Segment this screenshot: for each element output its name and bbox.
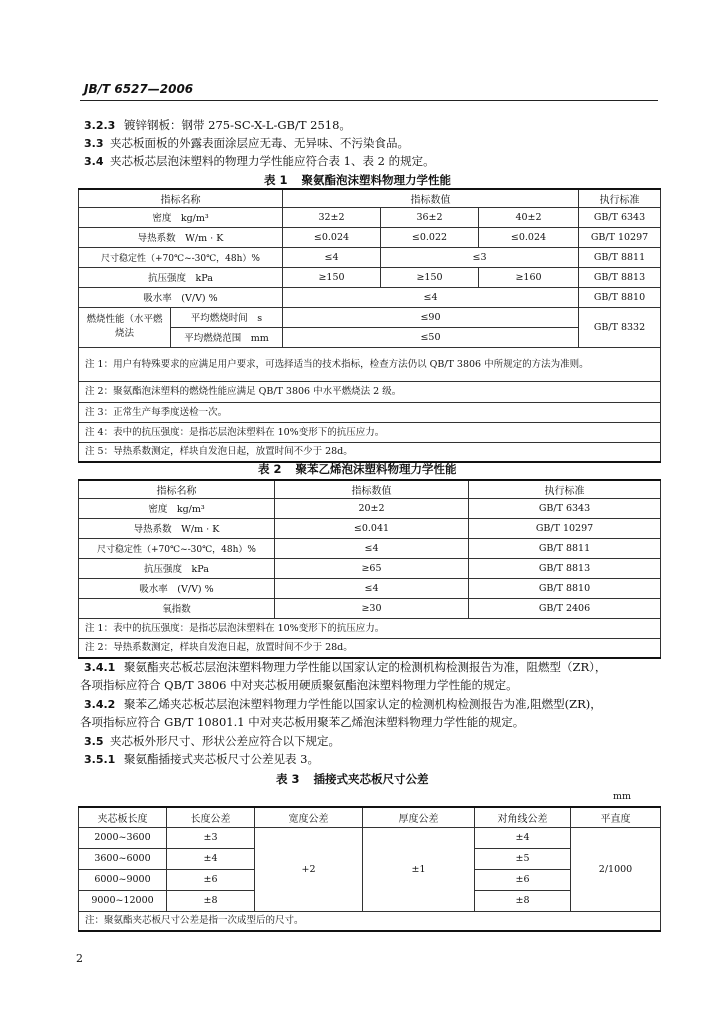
table3-note: 注：聚氨酯夹芯板尺寸公差是指一次成型后的尺寸。 (79, 911, 661, 931)
table2-header-name: 指标名称 (79, 480, 275, 498)
table2-cell-std: GB/T 8810 (469, 578, 661, 598)
table2-label: 表 2 (258, 462, 282, 476)
table1-cell-std: GB/T 8332 (579, 307, 661, 347)
table1-note-row (79, 347, 661, 381)
table2-header-std: 执行标准 (469, 480, 661, 498)
table3-cell-diag-tol: ±8 (475, 890, 571, 911)
table1-cell-name: 吸水率 (V/V) % (79, 287, 283, 307)
table-row (79, 247, 661, 267)
clause-3-4-2 (84, 697, 602, 712)
table3-header-flatness: 平直度 (571, 807, 661, 827)
clause-3-4-2-cont: 各项指标应符合 GB/T 10801.1 中对夹芯板用聚苯乙烯泡沫塑料物理力学性能的规定。 (80, 715, 525, 729)
table2-cell-value: 20±2 (275, 498, 469, 518)
table1-note-row (79, 442, 661, 462)
clause-number: 3.4.2 (84, 698, 116, 711)
table2-caption (258, 461, 457, 477)
table1-cell-subname: 平均燃烧范围 mm (171, 327, 283, 347)
table3-unit: mm (613, 791, 632, 802)
table3-cell-length: 3600~6000 (79, 848, 167, 869)
page-number: 2 (76, 952, 83, 965)
table1-cell-subname: 平均燃烧时间 s (171, 307, 283, 327)
table1-cell-name: 尺寸稳定性（+70℃~-30℃，48h）% (79, 247, 283, 267)
table1 (78, 188, 661, 463)
table2-cell-name: 密度 kg/m³ (79, 498, 275, 518)
table3-cell-length-tol: ±3 (167, 827, 255, 848)
clause-number: 3.3 (84, 137, 104, 150)
table1-cell-std: GB/T 8811 (579, 247, 661, 267)
table3-header-length: 夹芯板长度 (79, 807, 167, 827)
table2-cell-value: ≤0.041 (275, 518, 469, 538)
table3-cell-length-tol: ±6 (167, 869, 255, 890)
table3-cell-length: 9000~12000 (79, 890, 167, 911)
table1-note: 注 1：用户有特殊要求的应满足用户要求，可选择适当的技术指标，检查方法仍以 QB/T 3806 中所规定的方法为准则。 (79, 347, 661, 381)
table-row (79, 207, 661, 227)
clause-text: 夹芯板芯层泡沫塑料的物理力学性能应符合表 1、表 2 的规定。 (110, 154, 435, 168)
table2-cell-std: GB/T 8813 (469, 558, 661, 578)
table1-title: 聚氨酯泡沫塑料物理力学性能 (301, 173, 452, 187)
table3-cell-length-tol: ±8 (167, 890, 255, 911)
table1-label: 表 1 (264, 173, 288, 187)
table1-cell-value: ≥160 (479, 267, 579, 287)
table2-note: 注 2：导热系数测定，样块自发泡日起，放置时间不少于 28d。 (79, 638, 661, 658)
table1-cell-value: ≤0.024 (479, 227, 579, 247)
table3-cell-flatness: 2/1000 (571, 827, 661, 911)
table1-note-row (79, 402, 661, 422)
clause-text: 聚苯乙烯夹芯板芯层泡沫塑料物理力学性能以国家认定的检测机构检测报告为准,阻燃型(ZR)， (124, 697, 602, 711)
table2-title: 聚苯乙烯泡沫塑料物理力学性能 (295, 462, 457, 476)
table-row (79, 227, 661, 247)
table2-note-row (79, 638, 661, 658)
header-rule (80, 100, 658, 101)
table1-note-row (79, 422, 661, 442)
table1-cell-value: 36±2 (381, 207, 479, 227)
clause-text: 夹芯板面板的外露表面涂层应无毒、无异味、不污染食品。 (110, 136, 409, 150)
table1-cell-name: 抗压强度 kPa (79, 267, 283, 287)
table3-header-length-tol: 长度公差 (167, 807, 255, 827)
table1-cell-value: 32±2 (283, 207, 381, 227)
table-row (79, 538, 661, 558)
table1-header-std: 执行标准 (579, 189, 661, 207)
table2-note: 注 1：表中的抗压强度：是指芯层泡沫塑料在 10%变形下的抗压应力。 (79, 618, 661, 638)
clause-number: 3.5.1 (84, 753, 116, 766)
table1-caption (264, 172, 451, 188)
table3-cell-diag-tol: ±6 (475, 869, 571, 890)
table3-header-row (79, 807, 661, 827)
clause-number: 3.4.1 (84, 661, 116, 674)
table2-cell-name: 吸水率 (V/V) % (79, 578, 275, 598)
table2-cell-value: ≥30 (275, 598, 469, 618)
table3-label: 表 3 (276, 772, 300, 786)
clause-text: 夹芯板外形尺寸、形状公差应符合以下规定。 (110, 734, 340, 748)
table2-cell-name: 导热系数 W/m · K (79, 518, 275, 538)
table3-cell-diag-tol: ±4 (475, 827, 571, 848)
clause-3-3 (84, 136, 409, 151)
table1-cell-value: ≤4 (283, 247, 381, 267)
table1-cell-value: ≤3 (381, 247, 579, 267)
table1-cell-value: ≥150 (381, 267, 479, 287)
table-row (79, 578, 661, 598)
table1-cell-std: GB/T 10297 (579, 227, 661, 247)
table2-header-value: 指标数值 (275, 480, 469, 498)
table2-header-row (79, 480, 661, 498)
clause-3-2-3 (84, 118, 351, 133)
table-row (79, 598, 661, 618)
table1-cell-value: ≤0.024 (283, 227, 381, 247)
table-row (79, 827, 661, 848)
clause-number: 3.2.3 (84, 119, 116, 132)
table3-header-width-tol: 宽度公差 (255, 807, 363, 827)
clause-text: 聚氨酯夹芯板芯层泡沫塑料物理力学性能以国家认定的检测机构检测报告为准，阻燃型（ZR）， (124, 660, 607, 674)
table2-cell-value: ≥65 (275, 558, 469, 578)
table3-cell-length: 6000~9000 (79, 869, 167, 890)
table3-cell-length: 2000~3600 (79, 827, 167, 848)
table-row (79, 558, 661, 578)
table-row (79, 287, 661, 307)
clause-number: 3.5 (84, 735, 104, 748)
clause-3-4-1 (84, 660, 606, 675)
table3-note-row (79, 911, 661, 931)
table2 (78, 479, 661, 659)
table2-cell-value: ≤4 (275, 578, 469, 598)
table1-header-value: 指标数值 (283, 189, 579, 207)
table1-cell-value: ≤50 (283, 327, 579, 347)
table1-cell-std: GB/T 6343 (579, 207, 661, 227)
table1-note-row (79, 381, 661, 402)
table3-cell-diag-tol: ±5 (475, 848, 571, 869)
table-row (79, 518, 661, 538)
table3-caption (276, 771, 429, 787)
table1-cell-std: GB/T 8813 (579, 267, 661, 287)
table1-note: 注 5：导热系数测定，样块自发泡日起，放置时间不少于 28d。 (79, 442, 661, 462)
table1-cell-value: 40±2 (479, 207, 579, 227)
table1-note: 注 3：正常生产每季度送检一次。 (79, 402, 661, 422)
table1-header-name: 指标名称 (79, 189, 283, 207)
table1-cell-name: 密度 kg/m³ (79, 207, 283, 227)
table2-cell-name: 抗压强度 kPa (79, 558, 275, 578)
table1-cell-name: 燃烧性能（水平燃烧法 (79, 307, 171, 347)
table3-cell-thick-tol: ±1 (363, 827, 475, 911)
clause-3-5 (84, 734, 340, 749)
table2-cell-std: GB/T 6343 (469, 498, 661, 518)
table3-header-thick-tol: 厚度公差 (363, 807, 475, 827)
table2-cell-name: 尺寸稳定性（+70℃~-30℃，48h）% (79, 538, 275, 558)
table1-cell-value: ≤90 (283, 307, 579, 327)
standard-number: JB/T 6527—2006 (84, 82, 194, 96)
table1-note: 注 2：聚氨酯泡沫塑料的燃烧性能应满足 QB/T 3806 中水平燃烧法 2 级。 (79, 381, 661, 402)
clause-3-4-1-cont: 各项指标应符合 QB/T 3806 中对夹芯板用硬质聚氨酯泡沫塑料物理力学性能的规定。 (80, 678, 518, 692)
table2-cell-name: 氧指数 (79, 598, 275, 618)
clause-text: 聚氨酯插接式夹芯板尺寸公差见表 3。 (124, 752, 319, 766)
table2-cell-std: GB/T 8811 (469, 538, 661, 558)
clause-number: 3.4 (84, 155, 104, 168)
table1-cell-std: GB/T 8810 (579, 287, 661, 307)
clause-text: 镀锌钢板：钢带 275-SC-X-L-GB/T 2518。 (124, 118, 351, 132)
table1-cell-value: ≤4 (283, 287, 579, 307)
table-row (79, 267, 661, 287)
table3-header-diag-tol: 对角线公差 (475, 807, 571, 827)
table1-cell-value: ≤0.022 (381, 227, 479, 247)
table-row (79, 498, 661, 518)
table2-note-row (79, 618, 661, 638)
table1-cell-name: 导热系数 W/m · K (79, 227, 283, 247)
clause-3-4 (84, 154, 435, 169)
table2-cell-std: GB/T 10297 (469, 518, 661, 538)
table1-header-row (79, 189, 661, 207)
clause-3-5-1 (84, 752, 319, 767)
table3-cell-width-tol: +2 (255, 827, 363, 911)
table1-note: 注 4：表中的抗压强度：是指芯层泡沫塑料在 10%变形下的抗压应力。 (79, 422, 661, 442)
table-row (79, 307, 661, 327)
table2-cell-std: GB/T 2406 (469, 598, 661, 618)
table2-cell-value: ≤4 (275, 538, 469, 558)
table3-cell-length-tol: ±4 (167, 848, 255, 869)
table1-cell-value: ≥150 (283, 267, 381, 287)
table3 (78, 806, 661, 932)
table3-title: 插接式夹芯板尺寸公差 (313, 772, 429, 786)
